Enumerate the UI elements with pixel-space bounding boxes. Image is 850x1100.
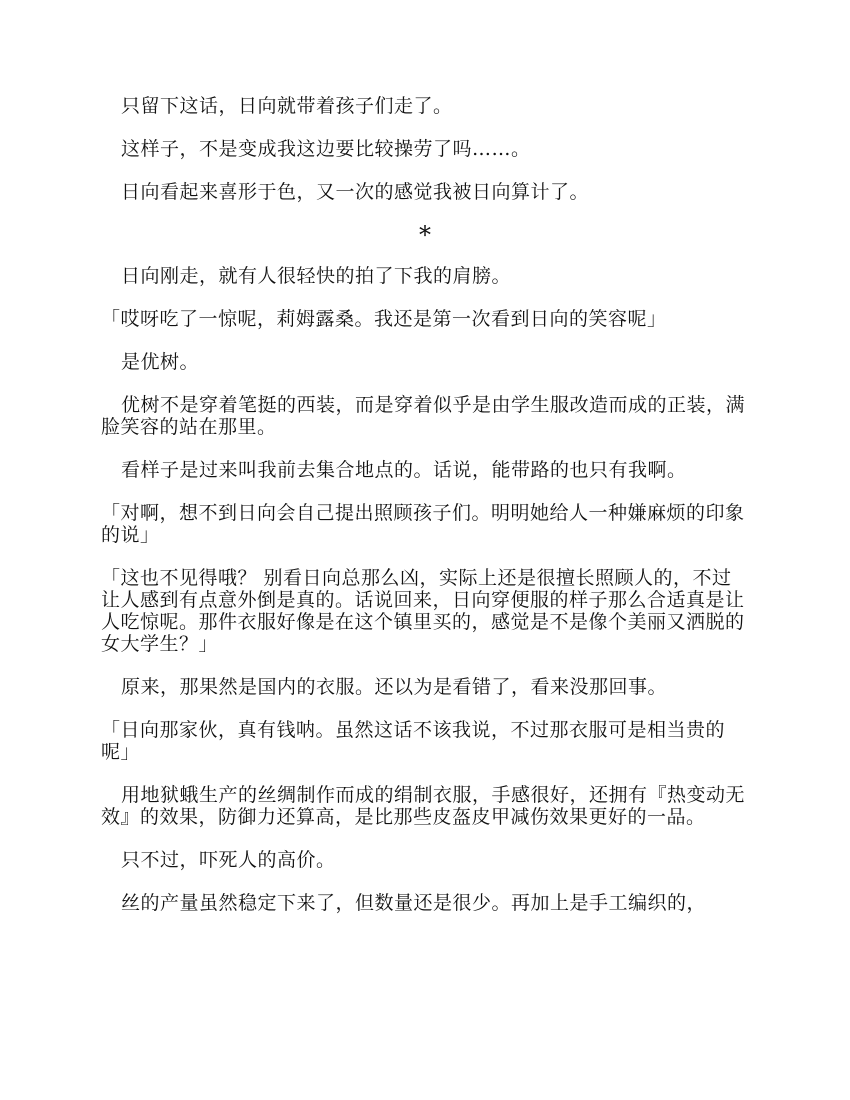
paragraph-narration: 是优树。 <box>121 351 200 373</box>
paragraph-dialogue: 「这也不见得哦？ 别看日向总那么凶，实际上还是很擅长照顾人的，不过让人感到有点意外倒是真的。话说回来，日向穿便服的样子那么合适真是让人吃惊呢。那件衣服好像是在这个镇里买的，感觉是不是像个美丽又洒脱的女大学生？」 <box>101 567 745 655</box>
paragraph-narration: 原来，那果然是国内的衣服。还以为是看错了，看来没那回事。 <box>121 676 668 698</box>
paragraph-narration: 这样子，不是变成我这边要比较操劳了吗……。 <box>121 138 531 160</box>
paragraph-narration: 只不过，吓死人的高价。 <box>121 849 336 871</box>
paragraph-narration: 看样子是过来叫我前去集合地点的。话说，能带路的也只有我啊。 <box>121 459 687 481</box>
paragraph-narration: 只留下这话，日向就带着孩子们走了。 <box>121 95 453 117</box>
paragraph-dialogue: 「日向那家伙，真有钱呐。虽然这话不该我说，不过那衣服可是相当贵的呢」 <box>101 719 726 763</box>
paragraph-dialogue: 「哎呀吃了一惊呢，莉姆露桑。我还是第一次看到日向的笑容呢」 <box>101 308 667 330</box>
document-page <box>101 95 749 935</box>
paragraph-narration: 日向刚走，就有人很轻快的拍了下我的肩膀。 <box>121 265 512 287</box>
paragraph-narration: 丝的产量虽然稳定下来了，但数量还是很少。再加上是手工编织的， <box>121 892 707 914</box>
paragraph-narration: 日向看起来喜形于色，又一次的感觉我被日向算计了。 <box>121 181 590 203</box>
paragraph-dialogue: 「对啊，想不到日向会自己提出照顾孩子们。明明她给人一种嫌麻烦的印象的说」 <box>101 502 745 546</box>
paragraph-narration: 用地狱蛾生产的丝绸制作而成的绢制衣服，手感很好，还拥有『热变动无效』的效果，防御力还算高，是比那些皮盔皮甲减伤效果更好的一品。 <box>101 784 746 828</box>
scene-break-separator: * <box>419 221 431 249</box>
paragraph-narration: 优树不是穿着笔挺的西装，而是穿着似乎是由学生服改造而成的正装，满脸笑容的站在那里。 <box>101 394 746 438</box>
